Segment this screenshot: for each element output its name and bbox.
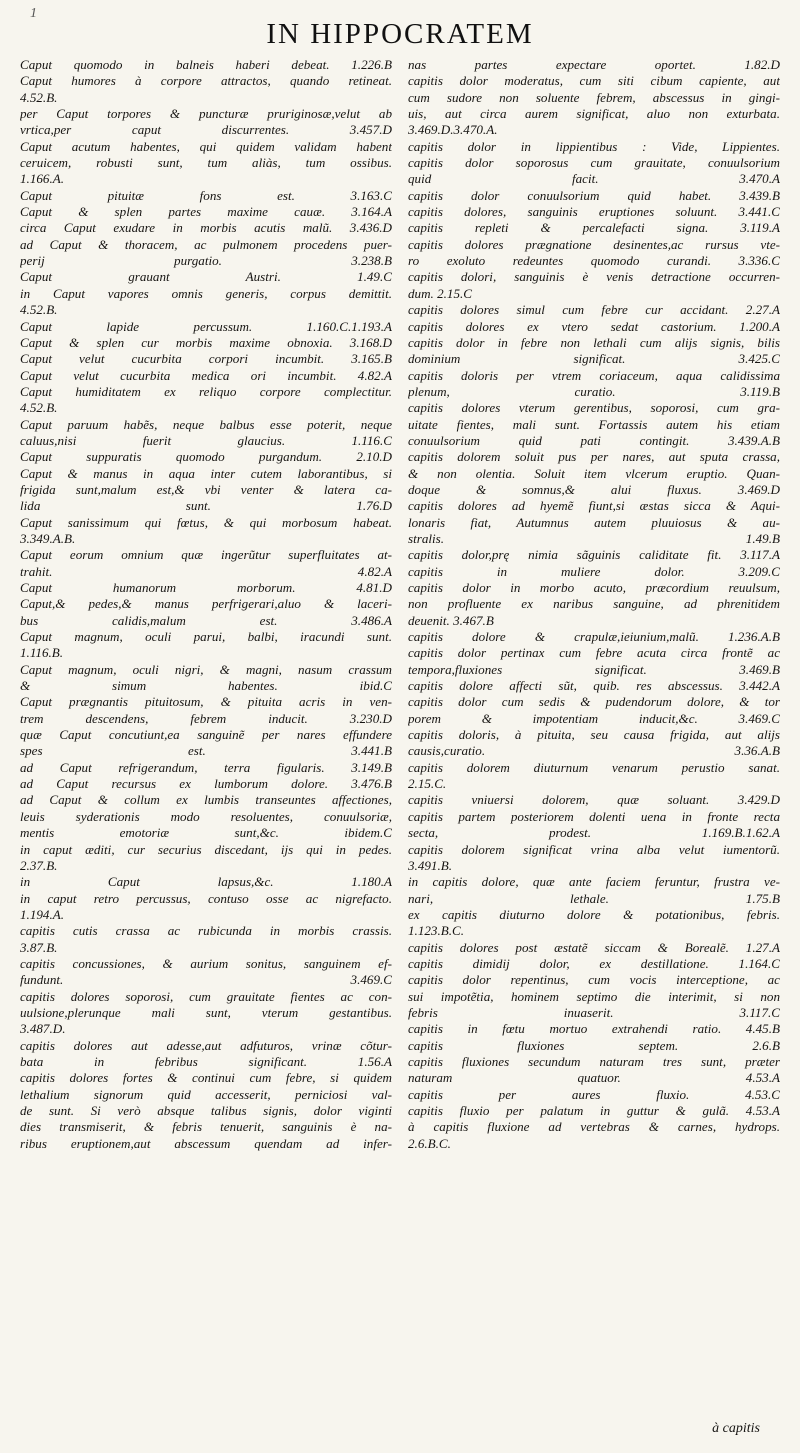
index-line: uitate fientes, mali sunt. Fortassis autem his etiam [408, 416, 780, 432]
index-line: capitis dolores fortes & continui cum febre, si quidem [20, 1070, 392, 1086]
index-line: capitis dolor in lippientibus : Vide, Lippientes. [408, 138, 780, 154]
index-line: tempora,fluxiones significat. 3.469.B [408, 661, 780, 677]
index-line: capitis in fœtu mortuo extrahendi ratio. 4.45.B [408, 1021, 780, 1037]
index-line: dies transmiserit, & febris tenuerit, sanguinis è na- [20, 1119, 392, 1135]
index-line: 3.349.A.B. [20, 530, 76, 546]
index-line: ad Caput refrigerandum, terra figularis. 3.149.B [20, 759, 392, 775]
index-line: dum. 2.15.C [408, 285, 473, 301]
index-line: dominium significat. 3.425.C [408, 351, 780, 367]
index-line: capitis dolor soporosus cum grauitate, conuulsorium [408, 155, 780, 171]
index-line: capitis fluxiones secundum naturam tres sunt, præter [408, 1053, 780, 1069]
index-line: Caput,& pedes,& manus perfrigerari,aluo & laceri- [20, 596, 392, 612]
index-line: quid facit. 3.470.A [408, 171, 780, 187]
index-line: capitis dolores soporosi, cum grauitate fientes ac con- [20, 988, 392, 1004]
index-line: capitis dolores, sanguinis eruptiones soluunt. 3.441.C [408, 204, 780, 220]
index-columns [20, 57, 786, 1422]
index-line: 3.487.D. [20, 1021, 66, 1037]
index-line: trahit. 4.82.A [20, 563, 392, 579]
index-line: 2.37.B. [20, 857, 58, 873]
index-line: in capitis dolore, quæ ante faciem feruntur, frustra ve- [408, 874, 780, 890]
index-line: 2.15.C. [408, 776, 447, 792]
index-line: Caput prægnantis pituitosum, & pituita acris in ven- [20, 694, 392, 710]
index-line: conuulsorium quid pati contingit. 3.439.A.B [408, 432, 780, 448]
index-line: 4.52.B. [20, 302, 58, 318]
index-line: Caput paruum habẽs, neque balbus esse poterit, neque [20, 416, 392, 432]
index-line: 1.166.A. [20, 171, 65, 187]
index-line: ad Caput & collum ex lumbis transeuntes affectiones, [20, 792, 392, 808]
index-line: Caput humiditatem ex reliquo corpore complectitur. [20, 383, 392, 399]
index-line: capitis dolores simul cum febre cur accidant. 2.27.A [408, 302, 780, 318]
index-line: & simum habentes. ibid.C [20, 678, 392, 694]
index-line: 1.123.B.C. [408, 923, 465, 939]
index-line: ad Caput recursus ex lumborum dolore. 3.476.B [20, 776, 392, 792]
index-line: capitis cutis crassa ac rubicunda in morbis crassis. [20, 923, 392, 939]
index-line: non profluente ex naribus sanguine, ad phrenitidem [408, 596, 780, 612]
index-line: nas partes expectare oportet. 1.82.D [408, 57, 780, 72]
index-line: 1.194.A. [20, 906, 65, 922]
index-line: 4.52.B. [20, 400, 58, 416]
index-line: capitis fluxio per palatum in guttur & gulã. 4.53.A [408, 1103, 780, 1118]
index-line: ad Caput & thoracem, ac pulmonem procedens puer- [20, 236, 392, 252]
index-line: uis, aut circa aurem significat, aluo non exturbata. [408, 106, 780, 122]
index-line: capitis dolor in febre non lethali cum alijs signis, bilis [408, 334, 780, 350]
left-column [20, 57, 392, 1422]
index-line: Caput & splen partes maxime cauæ. 3.164.A [20, 204, 392, 220]
index-line: capitis dolore affecti sũt, quib. res abscessus. 3.442.A [408, 678, 780, 694]
index-line: 1.116.B. [20, 645, 64, 661]
catchword: à capitis [712, 1421, 760, 1436]
index-line: in caput retro percussus, contuso osse ac nigrefacto. [20, 890, 392, 906]
index-line: Caput velut cucurbita medica ori incumbit. 4.82.A [20, 367, 392, 383]
index-line: Caput magnum, oculi nigri, & magni, nasum crassum [20, 661, 392, 677]
index-line: lida sunt. 1.76.D [20, 498, 392, 514]
index-line: ribus eruptionem,aut abscessum quendam ad infer- [20, 1135, 392, 1151]
index-line: sui impotẽtia, hominem septimo die interimit, si non [408, 988, 780, 1004]
index-line: Caput lapide percussum. 1.160.C.1.193.A [20, 318, 392, 334]
index-line: in Caput vapores omnis generis, corpus demittit. [20, 285, 392, 301]
index-line: nari, lethale. 1.75.B [408, 890, 780, 906]
index-line: capitis dolorem soluit pus per nares, aut sputa crassa, [408, 449, 780, 465]
index-line: capitis dolores ex vtero sedat castorium. 1.200.A [408, 318, 780, 334]
index-line: Caput pituitæ fons est. 3.163.C [20, 187, 392, 203]
index-line: Caput & manus in aqua inter cutem laborantibus, si [20, 465, 392, 481]
index-line: capitis dolor in morbo acuto, præcordium reuulsum, [408, 580, 780, 595]
index-line: capitis in muliere dolor. 3.209.C [408, 563, 780, 579]
index-line: Caput velut cucurbita corpori incumbit. 3.165.B [20, 351, 392, 367]
index-line: capitis dolor cum sedis & pudendorum dolore, & tor [408, 694, 780, 710]
index-line: in Caput lapsus,&c. 1.180.A [20, 874, 392, 890]
right-column [408, 57, 780, 1422]
index-line: Caput magnum, oculi parui, balbi, iracundi sunt. [20, 629, 392, 645]
index-line: quæ Caput concutiunt,ea sanguinẽ per nares effundere [20, 727, 392, 743]
index-line: capitis dolores ad hyemẽ fiunt,si æstas sicca & Aqui- [408, 498, 780, 514]
index-line: cum sudore non soluente febrem, abscessus in gingi- [408, 89, 780, 105]
index-line: bata in febribus significant. 1.56.A [20, 1053, 392, 1069]
index-line: naturam quatuor. 4.53.A [408, 1070, 780, 1086]
index-line: trem descendens, febrem inducit. 3.230.D [20, 710, 392, 726]
index-line: à capitis fluxione ad vertebras & carnes, hydrops. [408, 1119, 780, 1135]
index-line: ro exoluto redeuntes quomodo curandi. 3.336.C [408, 253, 780, 269]
index-line: secta, prodest. 1.169.B.1.62.A [408, 825, 780, 841]
index-line: in caput æditi, cur securius discedant, ijs qui in pedes. [20, 841, 392, 857]
index-line: doque & somnus,& alui fluxus. 3.469.D [408, 481, 780, 497]
index-line: de sunt. Si verò absque talibus signis, dolor viginti [20, 1103, 392, 1118]
index-line: uulsione,plerunque mali sunt, vterum gestantibus. [20, 1004, 392, 1020]
index-line: capitis dolorem diuturnum venarum perustio sanat. [408, 759, 780, 775]
index-line: porem & impotentiam inducit,&c. 3.469.C [408, 710, 780, 726]
index-line: Caput humores à corpore attractos, quando retineat. [20, 73, 392, 89]
index-line: 3.87.B. [20, 939, 58, 955]
index-line: lonaris fiat, Autumnus autem pluuiosus & au- [408, 514, 780, 530]
index-line: capitis dolores prægnatione desinentes,ac rursus vte- [408, 236, 780, 252]
index-line: causis,curatio. 3.36.A.B [408, 743, 780, 759]
index-line: capitis concussiones, & aurium sonitus, sanguinem ef- [20, 955, 392, 971]
index-line: caluus,nisi fuerit glaucius. 1.116.C [20, 432, 392, 448]
index-line: Caput humanorum morborum. 4.81.D [20, 580, 392, 595]
index-line: perij purgatio. 3.238.B [20, 253, 392, 269]
index-line: mentis emotoriæ sunt,&c. ibidem.C [20, 825, 392, 841]
index-line: Caput quomodo in balneis haberi debeat. 1.226.B [20, 57, 392, 72]
index-line: Caput acutum habentes, qui quidem validam habent [20, 138, 392, 154]
running-head: IN HIPPOCRATEM [266, 18, 534, 50]
index-line: frigida sunt,malum est,& vbi venter & latera ca- [20, 481, 392, 497]
index-line: capitis vniuersi dolorem, quæ soluant. 3.429.D [408, 792, 780, 808]
index-line: deuenit. 3.467.B [408, 612, 494, 628]
index-line: Caput grauant Austri. 1.49.C [20, 269, 392, 285]
index-line: capitis doloris per vtrem coriaceum, aqua calidissima [408, 367, 780, 383]
index-line: Caput sanissimum qui fœtus, & qui morbosum habeat. [20, 514, 392, 530]
index-line: capitis dolori, sanguinis è venis detractione occurren- [408, 269, 780, 285]
index-line: Caput & splen cur morbis maxime obnoxia. 3.168.D [20, 334, 392, 350]
index-line: stralis. 1.49.B [408, 530, 780, 546]
index-line: capitis partem posteriorem dolenti uena in fronte recta [408, 808, 780, 824]
index-line: capitis dolor,prę nimia sãguinis caliditate fit. 3.117.A [408, 547, 780, 563]
index-line: 3.491.B. [408, 857, 453, 873]
index-line: capitis doloris, à pituita, seu causa frigida, aut alijs [408, 727, 780, 743]
index-line: capitis dolores aut adesse,aut adfuturos, vrinæ cõtur- [20, 1037, 392, 1053]
index-line: fundunt. 3.469.C [20, 972, 392, 988]
index-line: lethalium signorum quid accesserit, perniciosi val- [20, 1086, 392, 1102]
index-line: 2.6.B.C. [408, 1135, 451, 1151]
index-line: ex capitis diuturno dolore & potationibus, febris. [408, 906, 780, 922]
index-line: capitis dolore & crapulæ,ieiunium,malũ. 1.236.A.B [408, 629, 780, 645]
index-line: capitis per aures fluxio. 4.53.C [408, 1086, 780, 1102]
index-line: capitis repleti & percalefacti signa. 3.119.A [408, 220, 780, 236]
index-line: capitis fluxiones septem. 2.6.B [408, 1037, 780, 1053]
index-line: ceruicem, robusti sunt, tum aliàs, tum ossibus. [20, 155, 392, 171]
index-line: bus calidis,malum est. 3.486.A [20, 612, 392, 628]
index-line: 3.469.D.3.470.A. [408, 122, 498, 138]
index-line: capitis dimidij dolor, ex destillatione. 1.164.C [408, 955, 780, 971]
index-line: capitis dolorem significat vrina alba velut iumentorũ. [408, 841, 780, 857]
index-line: Caput suppuratis quomodo purgandum. 2.10.D [20, 449, 392, 465]
index-line: capitis dolor conuulsorium quid habet. 3.439.B [408, 187, 780, 203]
index-line: capitis dolor repentinus, cum vocis interceptione, ac [408, 972, 780, 988]
index-line: circa Caput exudare in morbis acutis malũ. 3.436.D [20, 220, 392, 236]
index-line: spes est. 3.441.B [20, 743, 392, 759]
index-line: per Caput torpores & puncturæ pruriginosæ,velut ab [20, 106, 392, 122]
index-line: capitis dolor pertinax cum febre acuta circa frontẽ ac [408, 645, 780, 661]
index-line: plenum, curatio. 3.119.B [408, 383, 780, 399]
index-line: capitis dolores post æstatẽ siccam & Borealẽ. 1.27.A [408, 939, 780, 955]
index-line: febris inuaserit. 3.117.C [408, 1004, 780, 1020]
index-line: leuis syderationis modo resoluentes, conuulsoriæ, [20, 808, 392, 824]
page-mark: 1 [30, 6, 37, 21]
index-line: 4.52.B. [20, 89, 58, 105]
index-line: vrtica,per caput discurrentes. 3.457.D [20, 122, 392, 138]
index-line: capitis dolores vterum gerentibus, soporosi, cum gra- [408, 400, 780, 416]
index-line: Caput eorum omnium quæ ingerũtur superfluitates at- [20, 547, 392, 563]
index-line: & non olentia. Soluit item vlcerum eruptio. Quan- [408, 465, 780, 481]
index-line: capitis dolor moderatus, cum siti cibum capiente, aut [408, 73, 780, 89]
